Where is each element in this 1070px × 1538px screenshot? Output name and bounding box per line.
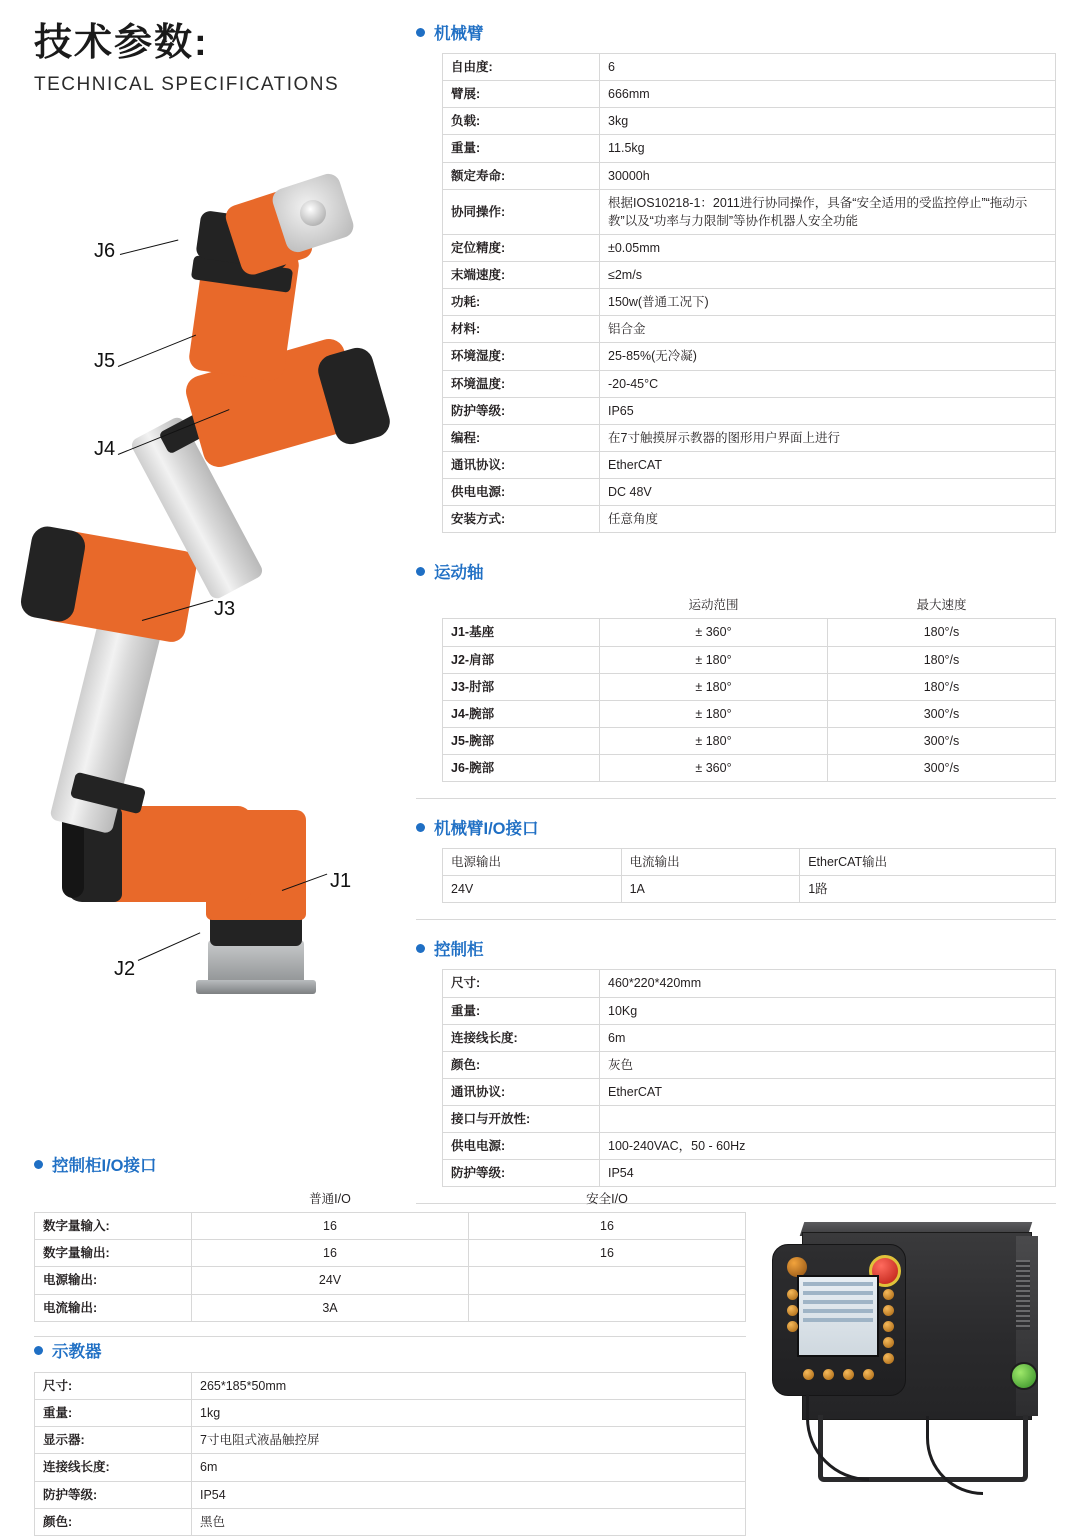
page-title: [34, 22, 394, 96]
row-value: 265*185*50mm: [192, 1373, 746, 1400]
table-row: [443, 970, 1056, 997]
row-label: 通讯协议:: [443, 451, 600, 478]
row-value: 3kg: [600, 108, 1056, 135]
robot-label-j4: J4: [94, 438, 116, 460]
row-label: 数字量输出:: [35, 1240, 192, 1267]
row-label: 供电电源:: [443, 1133, 600, 1160]
column-header-blank: [443, 592, 600, 619]
column-header-power-out: 电源输出: [443, 849, 622, 876]
row-label: 定位精度:: [443, 234, 600, 261]
row-value: 30000h: [600, 162, 1056, 189]
row-label: 材料:: [443, 316, 600, 343]
column-header-blank: [35, 1186, 192, 1213]
table-row: [443, 506, 1056, 533]
table-row: [443, 1024, 1056, 1051]
row-value: EtherCAT: [600, 451, 1056, 478]
screen-line: [803, 1300, 873, 1304]
table-row: [443, 727, 1056, 754]
row-value: 25-85%(无冷凝): [600, 343, 1056, 370]
row-label: 颜色:: [35, 1508, 192, 1535]
cabinet-io-table: [34, 1186, 746, 1322]
table-row: [35, 1508, 746, 1535]
table-row: [443, 135, 1056, 162]
axis-name: J4-腕部: [443, 700, 600, 727]
section-divider: [416, 798, 1056, 799]
pendant-button[interactable]: [787, 1305, 798, 1316]
axis-speed: 300°/s: [828, 700, 1056, 727]
row-value: 460*220*420mm: [600, 970, 1056, 997]
pendant-button[interactable]: [843, 1369, 854, 1380]
bullet-icon: [416, 567, 425, 576]
section-teach-pendant-heading: [34, 1338, 746, 1362]
bullet-icon: [416, 28, 425, 37]
row-value: ±0.05mm: [600, 234, 1056, 261]
robot-base-foot: [196, 980, 316, 994]
section-arm: [416, 20, 1056, 533]
axes-table: [442, 592, 1056, 782]
row-label: 重量:: [443, 997, 600, 1024]
table-row: [443, 1078, 1056, 1105]
row-label: 功耗:: [443, 289, 600, 316]
column-header-speed: 最大速度: [828, 592, 1056, 619]
column-header-normal-io: 普通I/O: [192, 1186, 469, 1213]
pendant-button[interactable]: [883, 1337, 894, 1348]
section-teach-pendant: [34, 1338, 746, 1536]
row-value: 6m: [192, 1454, 746, 1481]
section-arm-io-title: 机械臂I/O接口: [434, 820, 539, 839]
table-row: [443, 397, 1056, 424]
page-title-cn: 技术参数:: [34, 22, 209, 64]
cabinet-vent: [1016, 1260, 1030, 1330]
leader-j6: [120, 239, 178, 254]
table-header-row: [443, 592, 1056, 619]
screen-line: [803, 1291, 873, 1295]
table-row: [35, 1373, 746, 1400]
table-row: [443, 1051, 1056, 1078]
table-row: [35, 1481, 746, 1508]
row-label: 负载:: [443, 108, 600, 135]
axis-name: J6-腕部: [443, 755, 600, 782]
axis-name: J3-肘部: [443, 673, 600, 700]
robot-label-j2: J2: [114, 958, 136, 980]
row-label: 防护等级:: [35, 1481, 192, 1508]
row-value: 根据IOS10218-1：2011进行协同操作，具备“安全适用的受监控停止”“拖动示教”以及“功率与力限制”等协作机器人安全功能: [600, 189, 1056, 234]
table-header-row: [443, 849, 1056, 876]
cell-ethercat-out: 1路: [800, 876, 1056, 903]
pendant-button[interactable]: [863, 1369, 874, 1380]
table-row: [443, 479, 1056, 506]
table-row: [443, 424, 1056, 451]
leader-j2: [138, 932, 201, 961]
row-label: 重量:: [35, 1400, 192, 1427]
row-label: 通讯协议:: [443, 1078, 600, 1105]
section-cabinet-io: [34, 1152, 746, 1353]
axis-range: ± 360°: [600, 755, 828, 782]
section-cabinet-title: 控制柜: [434, 941, 484, 960]
row-value: 11.5kg: [600, 135, 1056, 162]
screen-line: [803, 1318, 873, 1322]
bullet-icon: [416, 823, 425, 832]
column-header-current-out: 电流输出: [621, 849, 800, 876]
axis-speed: 300°/s: [828, 755, 1056, 782]
column-header-ethercat-out: EtherCAT输出: [800, 849, 1056, 876]
table-row: [35, 1267, 746, 1294]
table-row: [443, 81, 1056, 108]
row-value: DC 48V: [600, 479, 1056, 506]
pendant-button[interactable]: [883, 1289, 894, 1300]
cell-normal-io: 16: [192, 1240, 469, 1267]
table-row: [35, 1213, 746, 1240]
robot-label-j5: J5: [94, 350, 116, 372]
arm-spec-table: [442, 53, 1056, 533]
axis-speed: 180°/s: [828, 673, 1056, 700]
axis-range: ± 180°: [600, 646, 828, 673]
table-row: [443, 755, 1056, 782]
right-spec-column: [416, 20, 1056, 1220]
row-label: 接口与开放性:: [443, 1106, 600, 1133]
pendant-button[interactable]: [883, 1321, 894, 1332]
screen-line: [803, 1282, 873, 1286]
row-label: 尺寸:: [443, 970, 600, 997]
row-value: 666mm: [600, 81, 1056, 108]
axis-name: J5-腕部: [443, 727, 600, 754]
axis-speed: 180°/s: [828, 619, 1056, 646]
section-cabinet-io-title: 控制柜I/O接口: [52, 1157, 157, 1175]
robot-j2-link: [102, 806, 252, 902]
cell-power-out: 24V: [443, 876, 622, 903]
row-label: 末端速度:: [443, 262, 600, 289]
row-label: 环境湿度:: [443, 343, 600, 370]
cell-safety-io: [469, 1294, 746, 1321]
table-row: [443, 673, 1056, 700]
pendant-button[interactable]: [787, 1321, 798, 1332]
table-row: [35, 1427, 746, 1454]
cell-safety-io: 16: [469, 1213, 746, 1240]
section-axes-heading: [416, 559, 1056, 583]
row-value: 6: [600, 54, 1056, 81]
row-value: 任意角度: [600, 506, 1056, 533]
section-cabinet-heading: [416, 936, 1056, 960]
row-value: 黑色: [192, 1508, 746, 1535]
bullet-icon: [416, 944, 425, 953]
axis-name: J2-肩部: [443, 646, 600, 673]
axis-speed: 300°/s: [828, 727, 1056, 754]
robot-tool-flange-center: [300, 200, 326, 226]
row-value: -20-45°C: [600, 370, 1056, 397]
row-value: 6m: [600, 1024, 1056, 1051]
row-label: 颜色:: [443, 1051, 600, 1078]
axis-name: J1-基座: [443, 619, 600, 646]
row-label: 连接线长度:: [35, 1454, 192, 1481]
row-value: 10Kg: [600, 997, 1056, 1024]
table-row: [443, 876, 1056, 903]
axis-speed: 180°/s: [828, 646, 1056, 673]
robot-arm-illustration: [10, 170, 410, 1070]
row-label: 安装方式:: [443, 506, 600, 533]
row-value: EtherCAT: [600, 1078, 1056, 1105]
cell-safety-io: 16: [469, 1240, 746, 1267]
section-axes: [416, 559, 1056, 782]
row-label: 防护等级:: [443, 397, 600, 424]
table-row: [443, 451, 1056, 478]
row-label: 环境温度:: [443, 370, 600, 397]
table-row: [443, 262, 1056, 289]
cell-normal-io: 24V: [192, 1267, 469, 1294]
bullet-icon: [34, 1346, 43, 1355]
pendant-button[interactable]: [787, 1289, 798, 1300]
row-value: IP54: [600, 1160, 1056, 1187]
row-label: 编程:: [443, 424, 600, 451]
pendant-button[interactable]: [883, 1305, 894, 1316]
leader-j5: [118, 335, 196, 367]
table-row: [443, 997, 1056, 1024]
row-value: [600, 1106, 1056, 1133]
row-value: 在7寸触摸屏示教器的图形用户界面上进行: [600, 424, 1056, 451]
axis-range: ± 180°: [600, 673, 828, 700]
table-row: [443, 316, 1056, 343]
table-row: [35, 1400, 746, 1427]
axis-range: ± 180°: [600, 700, 828, 727]
cell-current-out: 1A: [621, 876, 800, 903]
table-row: [35, 1240, 746, 1267]
row-value: 150w(普通工况下): [600, 289, 1056, 316]
row-label: 供电电源:: [443, 479, 600, 506]
section-axes-title: 运动轴: [434, 564, 484, 583]
row-label: 电源输出:: [35, 1267, 192, 1294]
table-row: [443, 646, 1056, 673]
row-label: 尺寸:: [35, 1373, 192, 1400]
cabinet-cable: [926, 1416, 983, 1495]
table-row: [443, 189, 1056, 234]
row-label: 防护等级:: [443, 1160, 600, 1187]
axis-range: ± 360°: [600, 619, 828, 646]
teach-pendant-device: [772, 1244, 906, 1396]
arm-io-table: [442, 848, 1056, 903]
row-value: 100-240VAC，50 - 60Hz: [600, 1133, 1056, 1160]
section-arm-title: 机械臂: [434, 25, 484, 43]
control-cabinet-photo: [766, 1210, 1056, 1510]
cell-normal-io: 3A: [192, 1294, 469, 1321]
row-value: IP65: [600, 397, 1056, 424]
column-header-safety-io: 安全I/O: [469, 1186, 746, 1213]
section-arm-io: [416, 815, 1056, 903]
row-value: 铝合金: [600, 316, 1056, 343]
section-divider: [416, 919, 1056, 920]
table-row: [35, 1454, 746, 1481]
column-header-range: 运动范围: [600, 592, 828, 619]
bullet-icon: [34, 1160, 43, 1169]
row-label: 协同操作:: [443, 189, 600, 234]
cell-safety-io: [469, 1267, 746, 1294]
table-row: [443, 619, 1056, 646]
robot-label-j1: J1: [330, 870, 352, 892]
section-arm-io-heading: [416, 815, 1056, 839]
row-label: 重量:: [443, 135, 600, 162]
page-title-en: TECHNICAL SPECIFICATIONS: [34, 73, 340, 95]
section-cabinet: [416, 936, 1056, 1187]
pendant-knob-icon[interactable]: [787, 1257, 807, 1277]
table-row: [443, 370, 1056, 397]
table-row: [443, 162, 1056, 189]
section-teach-pendant-title: 示教器: [52, 1343, 102, 1361]
row-value: 1kg: [192, 1400, 746, 1427]
table-row: [35, 1294, 746, 1321]
row-value: ≤2m/s: [600, 262, 1056, 289]
cabinet-power-button[interactable]: [1010, 1362, 1038, 1390]
row-value: 灰色: [600, 1051, 1056, 1078]
pendant-button[interactable]: [823, 1369, 834, 1380]
row-label: 显示器:: [35, 1427, 192, 1454]
pendant-button[interactable]: [883, 1353, 894, 1364]
row-label: 额定寿命:: [443, 162, 600, 189]
row-label: 电流输出:: [35, 1294, 192, 1321]
pendant-screen[interactable]: [797, 1275, 879, 1357]
table-header-row: [35, 1186, 746, 1213]
table-row: [443, 54, 1056, 81]
row-label: 连接线长度:: [443, 1024, 600, 1051]
section-cabinet-io-heading: [34, 1152, 746, 1176]
screen-line: [803, 1309, 873, 1313]
row-value: IP54: [192, 1481, 746, 1508]
pendant-cable: [806, 1394, 869, 1481]
table-row: [443, 289, 1056, 316]
table-row: [443, 1106, 1056, 1133]
section-arm-heading: [416, 20, 1056, 44]
robot-label-j3: J3: [214, 598, 236, 620]
cell-normal-io: 16: [192, 1213, 469, 1240]
section-divider: [34, 1336, 746, 1337]
axis-range: ± 180°: [600, 727, 828, 754]
robot-label-j6: J6: [94, 240, 116, 262]
table-row: [443, 108, 1056, 135]
row-label: 数字量输入:: [35, 1213, 192, 1240]
table-row: [443, 700, 1056, 727]
table-row: [443, 234, 1056, 261]
pendant-button[interactable]: [803, 1369, 814, 1380]
table-row: [443, 343, 1056, 370]
teach-pendant-table: [34, 1372, 746, 1536]
row-label: 自由度:: [443, 54, 600, 81]
row-value: 7寸电阻式液晶触控屏: [192, 1427, 746, 1454]
row-label: 臂展:: [443, 81, 600, 108]
